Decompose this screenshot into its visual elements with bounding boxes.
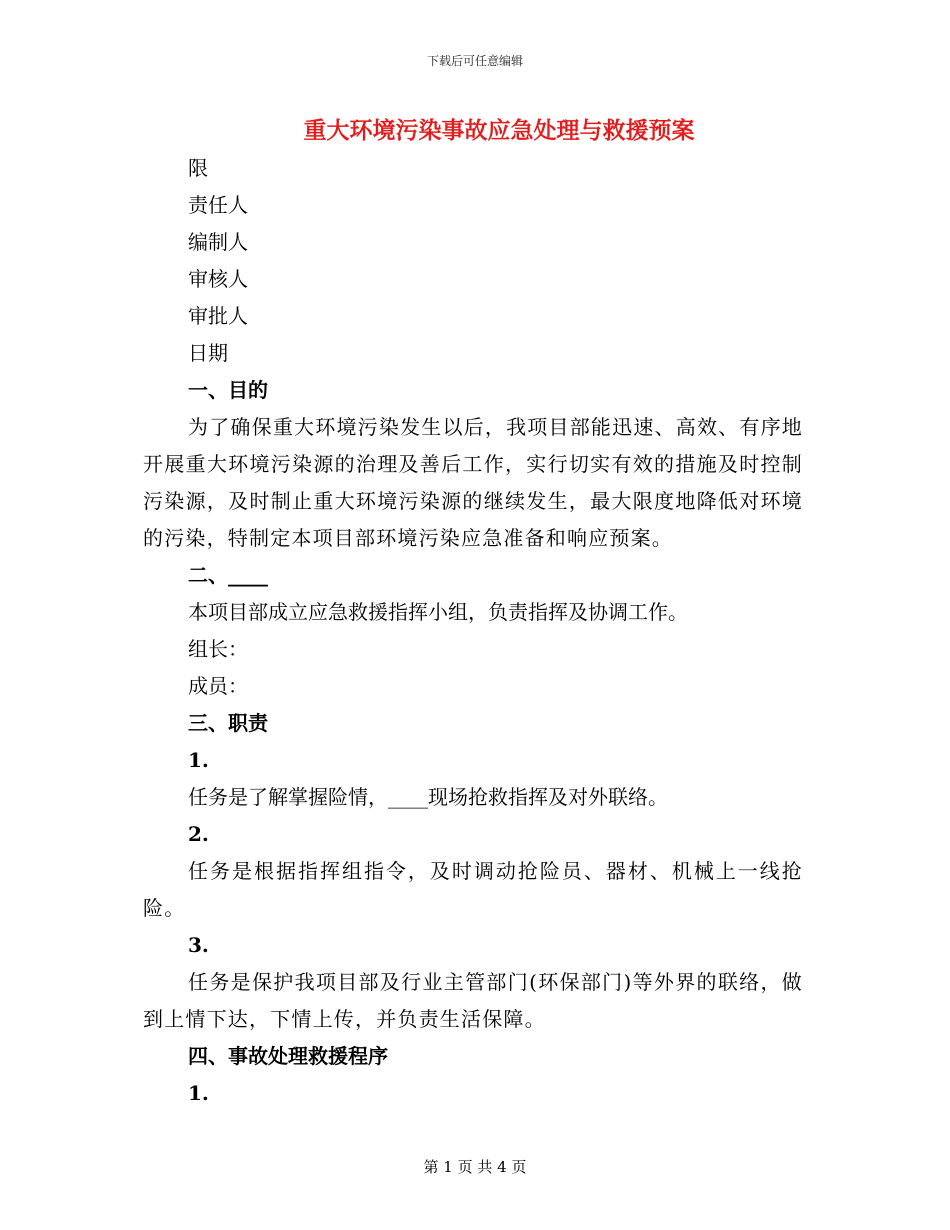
meta-editor: 编制人 — [188, 230, 248, 254]
section4-item1-number: 1. — [188, 1081, 209, 1105]
section3-item3-text: 任务是保护我项目部及行业主管部门(环保部门)等外界的联络，做到上情下达，下情上传，并负责生活保障。 — [143, 970, 803, 1031]
section2-heading: 二、____ — [188, 563, 268, 587]
section1-paragraph: 为了确保重大环境污染发生以后，我项目部能迅速、高效、有序地开展重大环境污染源的治理及善后工作，实行切实有效的措施及时控制污染源，及时制止重大环境污染源的继续发生，最大限度地降低对环境的污染，特制定本项目部环境污染应急准备和响应预案。 — [143, 415, 803, 550]
section3-item1-text: 任务是了解掌握险情，____现场抢救指挥及对外联络。 — [188, 785, 668, 809]
page-footer: 第 1 页 共 4 页 — [423, 1158, 527, 1176]
section3-item2-text: 任务是根据指挥组指令，及时调动抢险员、器材、机械上一线抢险。 — [143, 859, 803, 920]
section4-heading: 四、事故处理救援程序 — [188, 1044, 388, 1068]
meta-line: 限 — [188, 156, 208, 180]
section3-item2-number: 2. — [188, 822, 209, 846]
section3-item3-number: 3. — [188, 933, 209, 957]
section2-leader: 组长： — [188, 637, 248, 661]
section2-paragraph: 本项目部成立应急救援指挥小组，负责指挥及协调工作。 — [188, 600, 688, 624]
meta-approver: 审批人 — [188, 304, 248, 328]
section3-heading: 三、职责 — [188, 711, 268, 735]
meta-responsible: 责任人 — [188, 193, 248, 217]
meta-reviewer: 审核人 — [188, 267, 248, 291]
header-note: 下载后可任意编辑 — [426, 54, 523, 68]
meta-date: 日期 — [188, 341, 228, 365]
document-body — [143, 150, 803, 1112]
section2-members: 成员： — [188, 674, 248, 698]
section1-heading: 一、目的 — [188, 378, 268, 402]
document-title: 重大环境污染事故应急处理与救援预案 — [303, 117, 695, 144]
section3-item1-number: 1. — [188, 748, 209, 772]
